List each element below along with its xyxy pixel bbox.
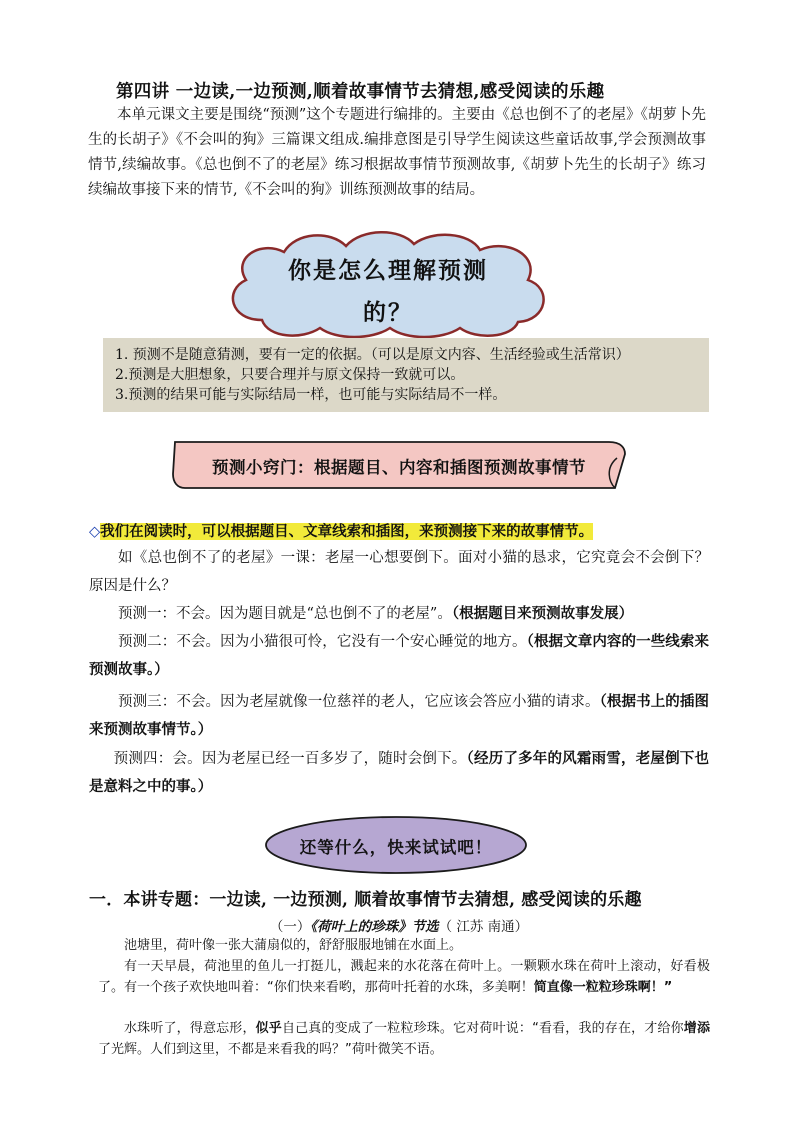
excerpt-title: 《荷叶上的珍珠》节选 — [310, 919, 439, 935]
tip-item: 2.预测是大胆想象，只要合理并与原文保持一致就可以。 — [115, 367, 465, 383]
tip-item: 1. 预测不是随意猜测，要有一定的依据。（可以是原文内容、生活经验或生活常识） — [115, 347, 630, 363]
excerpt-heading — [89, 915, 709, 935]
excerpt-number: （一） — [269, 919, 311, 935]
prediction-4 — [89, 745, 709, 801]
prediction-text: 预测三：不会。因为老屋就像一位慈祥的老人，它应该会答应小猫的请求。 — [118, 694, 600, 710]
prediction-tip-banner: 预测小窍门：根据题目、内容和插图预测故事情节 — [212, 458, 586, 477]
story-text: 水珠听了，得意忘形， — [124, 1021, 256, 1036]
reading-hint — [89, 520, 729, 541]
try-it-label: 还等什么，快来试试吧！ — [299, 838, 493, 857]
cloud-question-line1: 你是怎么理解预测 — [288, 257, 488, 284]
story-emphasis: 似乎 — [255, 1021, 282, 1036]
tip-item: 3.预测的结果可能与实际结局一样，也可能与实际结局不一样。 — [115, 387, 507, 403]
prediction-note: （根据文章内容的一些线索来预测故事。） — [89, 633, 709, 678]
story-paragraph-3 — [98, 1019, 710, 1060]
tips-box — [103, 338, 709, 412]
story-text: 自己真的变成了一粒粒珍珠。它对荷叶说：“看看，我的存在，才给你 — [281, 1021, 684, 1036]
page-title: 第四讲 一边读,一边预测,顺着故事情节去猜想,感受阅读的乐趣 — [116, 82, 605, 102]
prediction-1 — [89, 600, 709, 628]
story-text: 有一天早晨，荷池里的鱼儿一打挺儿，溅起来的水花落在荷叶上。一颗颗水珠在荷叶上滚动，好看极了。有一个孩子欢快地叫着：“你们快来看哟，那荷叶托着的水珠，多美啊！ — [98, 959, 710, 995]
prediction-text: 预测一：不会。因为题目就是“总也倒不了的老屋”。 — [118, 606, 452, 622]
prediction-note: （根据题目来预测故事发展） — [451, 605, 634, 622]
story-text: 了光辉。人们到这里，不都是来看我的吗？”荷叶微笑不语。 — [98, 1041, 443, 1057]
example-intro: 如《总也倒不了的老屋》一课：老屋一心想要倒下。面对小猫的恳求，它究竟会不会倒下？原因是什么？ — [89, 550, 709, 594]
cloud-question — [230, 250, 546, 334]
story-paragraph-1: 池塘里，荷叶像一张大蒲扇似的，舒舒服服地铺在水面上。 — [124, 938, 463, 953]
section-heading: 一．本讲专题：一边读, 一边预测, 顺着故事情节去猜想, 感受阅读的乐趣 — [89, 890, 642, 910]
story-emphasis: 简直像一粒粒珍珠啊！” — [533, 979, 673, 995]
prediction-note: （根据书上的插图来预测故事情节。） — [89, 693, 709, 738]
intro-paragraph: 本单元课文主要是围绕“预测”这个专题进行编排的。主要由《总也倒不了的老屋》《胡萝卜先生的长胡子》《不会叫的狗》三篇课文组成.编排意图是引导学生阅读这些童话故事,学会预测故事情节,续编故事。《总也倒不了的老屋》练习根据故事情节预测故事,《胡萝卜先生的长胡子》练习续编故事接下来的情节,《不会叫的狗》训练预测故事的结局。 — [88, 107, 706, 198]
prediction-note: （经历了多年的风霜雨雪，老屋倒下也是意料之中的事。） — [89, 750, 710, 795]
excerpt-source: （ 江苏 南通） — [438, 919, 529, 935]
prediction-text: 预测二：不会。因为小猫很可怜，它没有一个安心睡觉的地方。 — [118, 634, 527, 650]
diamond-icon: ◇ — [89, 523, 101, 540]
cloud-question-line2: 的？ — [363, 299, 413, 326]
reading-hint-text: 我们在阅读时，可以根据题目、文章线索和插图，来预测接下来的故事情节。 — [100, 523, 594, 540]
story-paragraph-2 — [98, 957, 710, 998]
prediction-3 — [89, 688, 709, 744]
story-emphasis: 增添 — [683, 1021, 710, 1036]
prediction-2 — [89, 628, 709, 684]
prediction-text: 预测四：会。因为老屋已经一百多岁了，随时会倒下。 — [113, 751, 467, 767]
